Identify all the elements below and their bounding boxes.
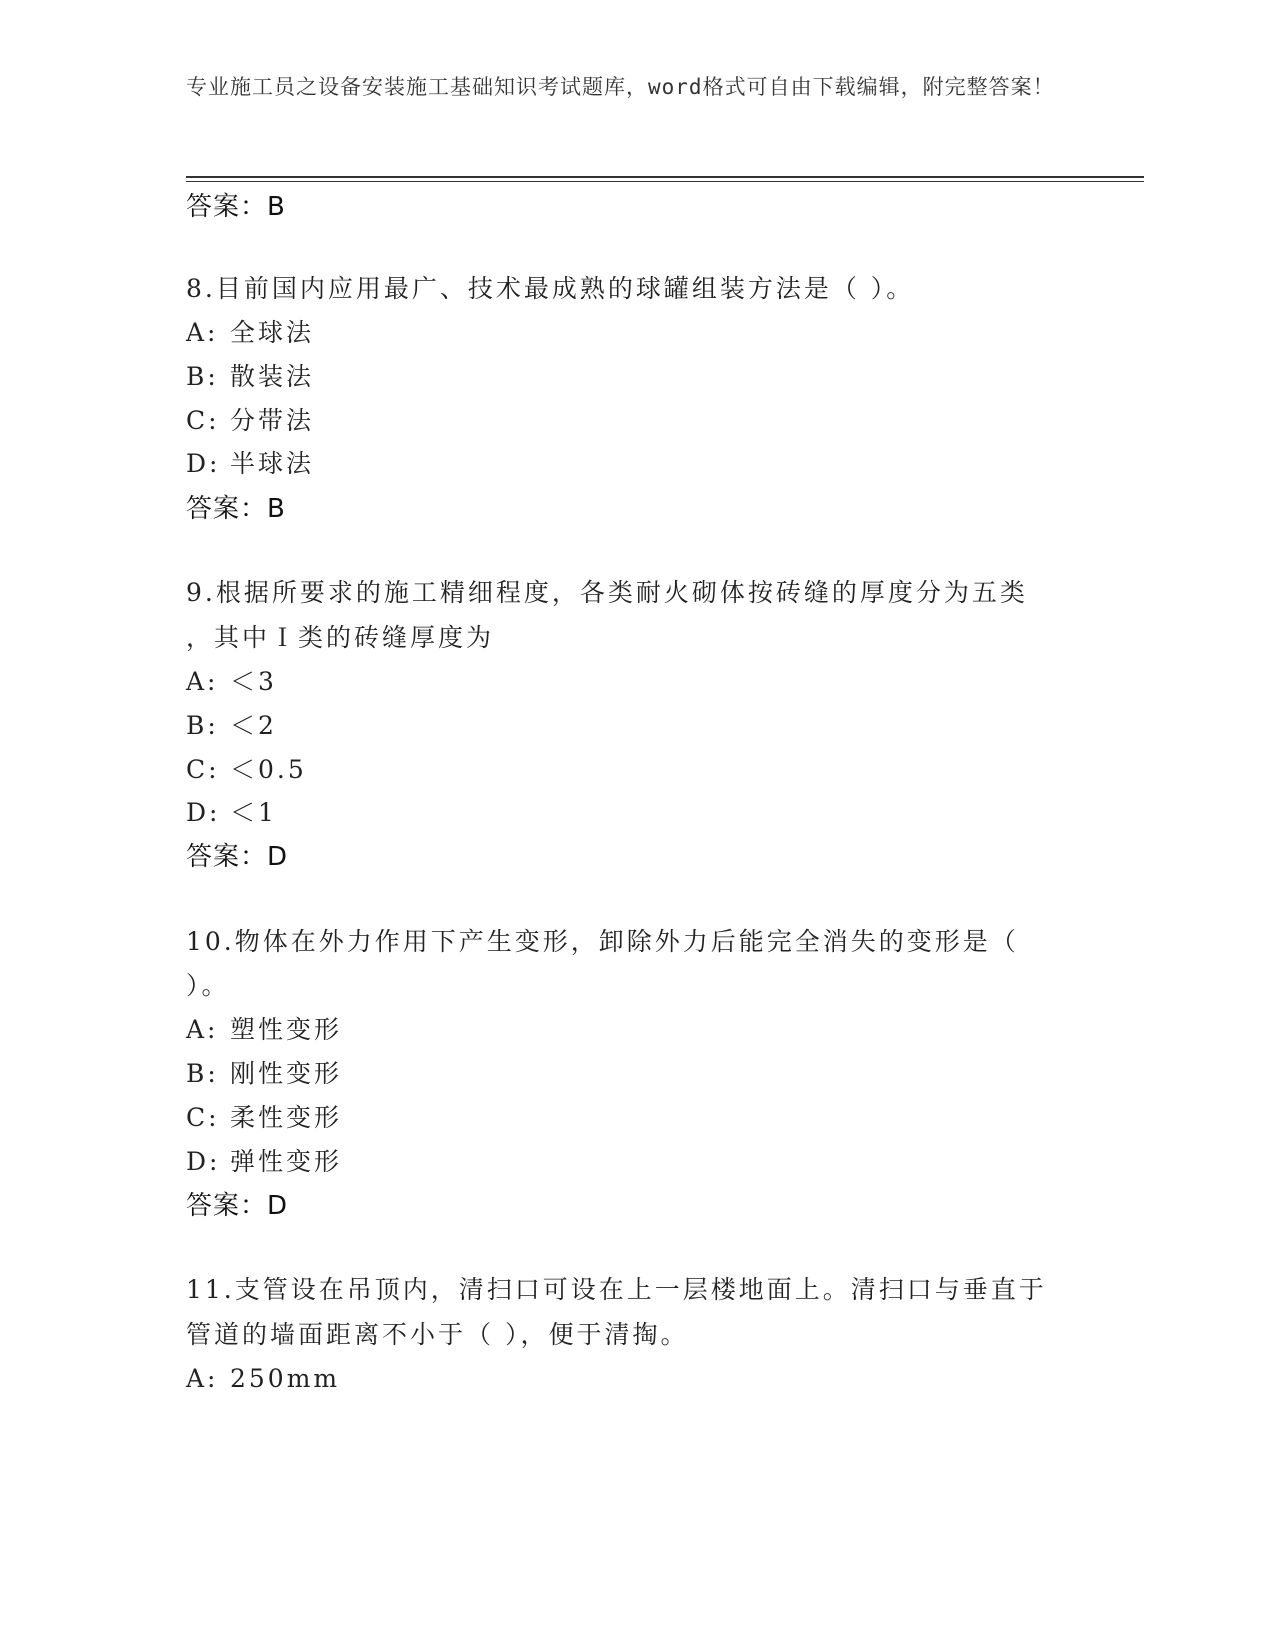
option-label: C: [186,755,220,784]
option-d [186,449,314,479]
option-label: A: [186,1015,219,1044]
answer-line: 答案：D [186,1191,289,1221]
option-d [186,1147,342,1177]
option-b [186,711,277,741]
question-stem: 10.物体在外力作用下产生变形，卸除外力后能完全消失的变形是（ [186,927,1019,956]
option-a [186,318,314,348]
option-b [186,362,314,392]
option-text: 弹性变形 [230,1147,343,1176]
option-label: B: [186,362,219,391]
option-label: B: [186,711,219,740]
option-text: 柔性变形 [230,1103,343,1132]
option-a [186,667,277,697]
option-text: 分带法 [230,406,315,435]
option-d [186,798,277,828]
option-label: A: [186,1364,219,1393]
option-label: C: [186,1103,220,1132]
option-a [186,1364,340,1394]
option-c [186,406,314,436]
option-text: 刚性变形 [230,1059,343,1088]
answer-line: 答案：D [186,842,289,872]
option-label: A: [186,318,219,347]
option-text: ＜2 [230,711,277,740]
option-label: D: [186,1147,221,1176]
answer-line: 答案：B [186,494,286,524]
question-stem-continued: ）。 [186,971,230,1000]
document-header: 专业施工员之设备安装施工基础知识考试题库，word格式可自由下载编辑，附完整答案！ [186,75,1055,99]
option-text: ＜0.5 [230,755,307,784]
option-text: ＜1 [230,798,277,827]
option-text: 塑性变形 [230,1015,343,1044]
answer-line: 答案：B [186,192,286,222]
header-divider-thick [186,176,1144,178]
option-text: 散装法 [230,362,315,391]
option-label: D: [186,798,221,827]
option-label: D: [186,449,221,478]
header-divider-thin [186,181,1144,182]
option-text: 半球法 [230,449,315,478]
option-text: 全球法 [230,318,315,347]
option-c [186,1103,342,1133]
option-b [186,1059,342,1089]
option-label: A: [186,667,219,696]
question-stem: 9.根据所要求的施工精细程度，各类耐火砌体按砖缝的厚度分为五类 [186,578,1028,607]
question-stem-continued: 管道的墙面距离不小于（ ），便于清掏。 [186,1320,689,1349]
option-a [186,1015,342,1045]
option-label: C: [186,406,220,435]
option-text: 250mm [230,1364,341,1393]
question-stem: 8.目前国内应用最广、技术最成熟的球罐组装方法是（ ）。 [186,274,915,303]
option-text: ＜3 [230,667,277,696]
question-stem-continued: ，其中Ｉ类的砖缝厚度为 [186,623,495,652]
option-label: B: [186,1059,219,1088]
question-stem: 11.支管设在吊顶内，清扫口可设在上一层楼地面上。清扫口与垂直于 [186,1275,1047,1304]
option-c [186,755,307,785]
